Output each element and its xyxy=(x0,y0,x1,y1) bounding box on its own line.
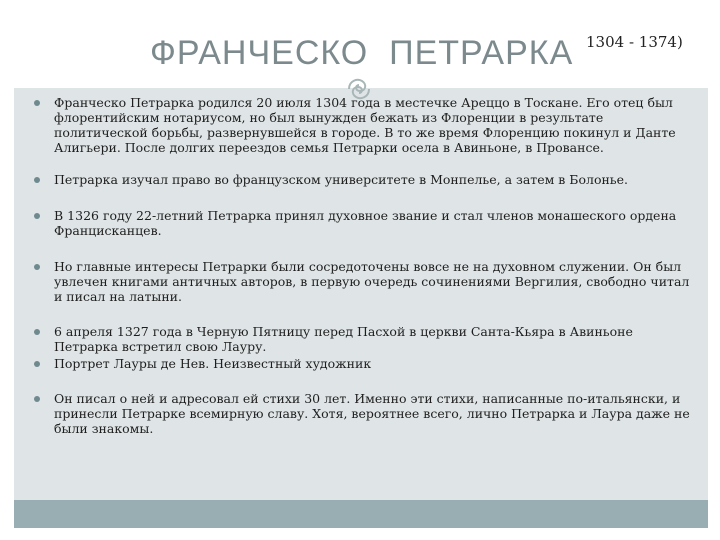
bullet-icon xyxy=(34,264,40,270)
bullet-icon xyxy=(34,361,40,367)
bullet-text: 6 апреля 1327 года в Черную Пятницу перед Пасхой в церкви Санта-Кьяра в Авиньоне Петрарка встретил свою Лауру. xyxy=(54,324,633,354)
bullet-text: Он писал о ней и адресовал ей стихи 30 лет. Именно эти стихи, написанные по-итальянски, и принесли Петрарке всемирную славу. Хотя, вероятнее всего, лично Петрарка и Лаура даже не были знакомы. xyxy=(54,391,690,436)
bullet-list xyxy=(14,88,708,500)
bullet-icon xyxy=(34,396,40,402)
bullet-text: Петрарка изучал право во французском университете в Монпелье, а затем в Болонье. xyxy=(54,172,628,187)
slide-title: ФРАНЧЕСКО ПЕТРАРКА xyxy=(150,34,574,72)
bullet-icon xyxy=(34,177,40,183)
bullet-text: Но главные интересы Петрарки были сосредоточены вовсе не на духовном служении. Он был увлечен книгами античных авторов, в первую очередь сочинениями Вергилия, свободно читал и писал на латыни. xyxy=(54,259,690,304)
bullet-icon xyxy=(34,100,40,106)
bullet-icon xyxy=(34,213,40,219)
bullet-text: В 1326 году 22-летний Петрарка принял духовное звание и стал членов монашеского ордена Францисканцев. xyxy=(54,208,677,238)
bullet-text: Франческо Петрарка родился 20 июля 1304 года в местечке Ареццо в Тоскане. Его отец был флорентийским нотариусом, но был вынужден бежать из Флоренции в результате политической борьбы, развернувшейся в городе. В то же время Флоренцию покинул и Данте Алигьери. После долгих переездов семья Петрарки осела в Авиньоне, в Провансе. xyxy=(54,95,676,155)
bullet-text: Портрет Лауры де Нев. Неизвестный художник xyxy=(54,356,372,371)
bottom-bar xyxy=(14,500,708,528)
bullet-icon xyxy=(34,329,40,335)
life-years: 1304 - 1374) xyxy=(586,33,683,51)
